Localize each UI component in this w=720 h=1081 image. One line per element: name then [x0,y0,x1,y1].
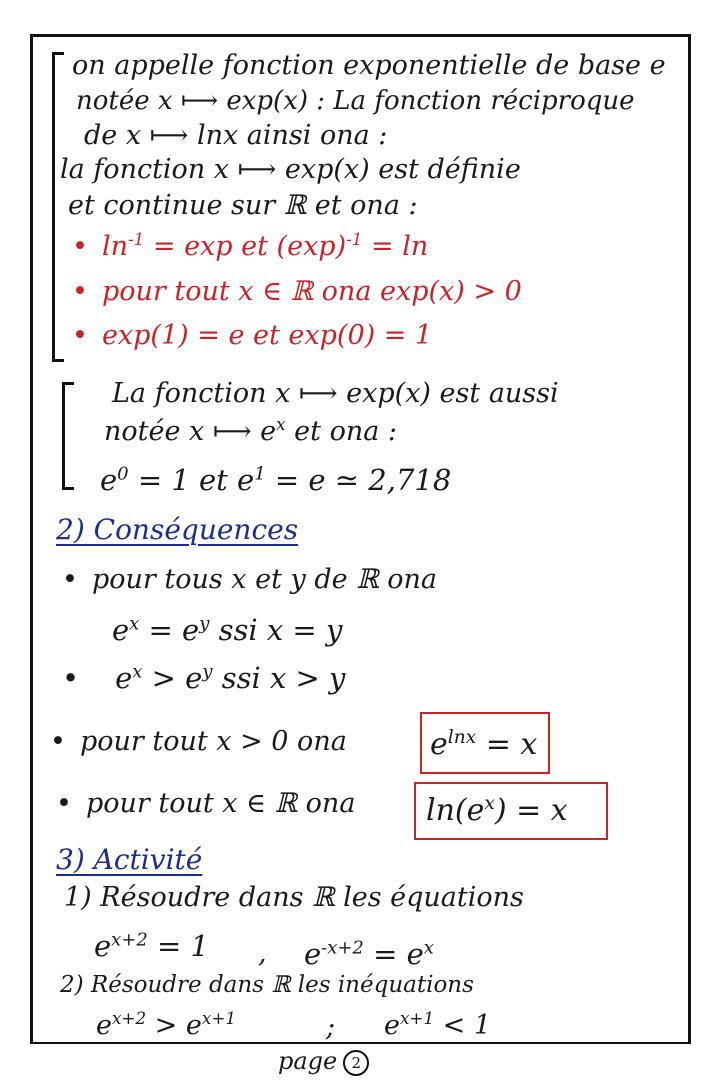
notation-line-3: $e^0 = 1$ et $e^1 = e$ ≃ 2,718 [100,463,452,497]
bullet: • [62,564,78,595]
definition-line-1: on appelle fonction exponentielle de base e [72,50,666,81]
equality-rule: $e^x = e^y$ ssi x = y [112,613,343,647]
ln-exp-intro: • pour tout x ∈ ℝ ona [56,788,356,819]
property-ln-inverse: • $\ln^{-1} = \exp$ et $(\exp)^{-1} = \ln$ [72,229,429,262]
bullet: • [72,231,88,262]
notation-line-2: notée x ⟼ $e^x$ et ona : [104,414,397,447]
activity-question-2: 2) Résoudre dans ℝ les inéquations [60,972,474,998]
property-exp-positive: • pour tout x ∈ ℝ ona exp(x) > 0 [72,276,522,307]
definition-line-2: notée x ⟼ exp(x) : La fonction réciproque [76,86,635,116]
page-label: page [278,1047,338,1075]
equation-separator: , [258,938,267,969]
bullet: • [72,320,88,351]
notation-line-1: La fonction x ⟼ exp(x) est aussi [112,378,559,409]
equation-1: $e^{x+2} = 1$ [94,929,209,963]
property-exp-values: • exp(1) = e et exp(0) = 1 [72,320,433,351]
equation-2: $e^{-x+2} = e^x$ [304,937,434,971]
definition-line-4: la fonction x ⟼ exp(x) est définie [60,154,521,185]
frame-right-line [688,34,691,1044]
notation-bracket [62,382,65,490]
inequation-2: $e^{x+1} < 1$ [384,1008,492,1041]
page-number: 2 [343,1050,369,1076]
page-footer [278,1049,369,1076]
frame-bottom-line [30,1042,690,1044]
definition-line-3: de x ⟼ lnx ainsi ona : [84,120,388,151]
frame-left-line [30,34,33,1044]
activity-question-1: 1) Résoudre dans ℝ les équations [64,882,524,913]
bullet: • [72,276,88,307]
bullet: • [50,726,66,757]
inequation-1: $e^{x+2} > e^{x+1}$ [96,1008,236,1041]
bullet: • [56,788,72,819]
frame-top-line [30,34,690,37]
definition-line-5: et continue sur ℝ et ona : [68,190,418,221]
exp-ln-identity: $e^{lnx} = x$ [430,727,538,762]
consequence-intro: • pour tous x et y de ℝ ona [62,564,437,595]
definition-bracket [52,52,55,362]
inequation-separator: ; [326,1012,336,1043]
exp-ln-intro: • pour tout x > 0 ona [50,726,347,757]
ln-exp-identity: $\ln(e^x) = x$ [426,793,568,828]
activity-heading: 3) Activité [56,843,203,876]
inequality-rule: • $e^x > e^y$ ssi x > y [62,661,346,695]
bullet: • [62,661,80,695]
consequences-heading: 2) Conséquences [56,513,299,546]
